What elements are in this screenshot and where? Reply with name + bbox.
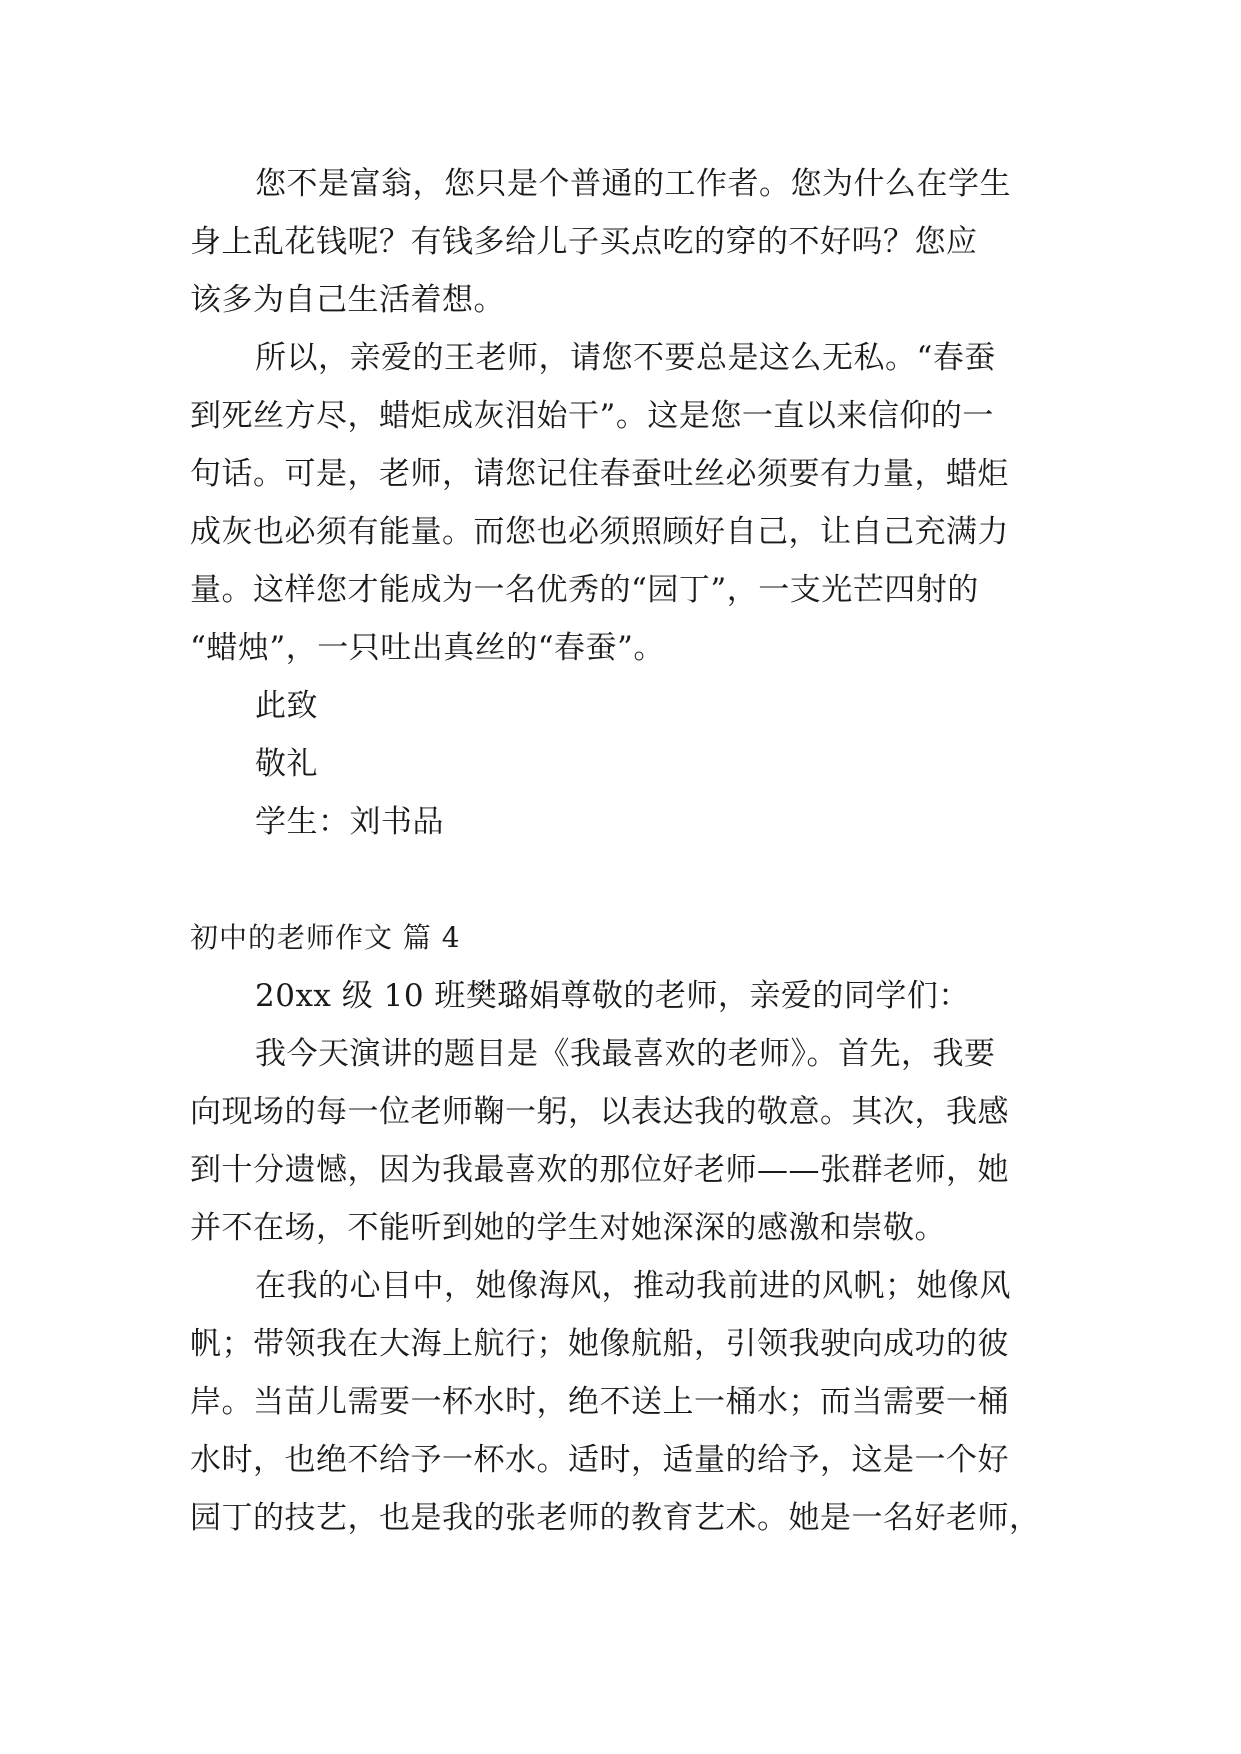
closing-line: 敬礼 [255, 746, 318, 782]
paragraph-line: 量。这样您才能成为一名优秀的“园丁”，一支光芒四射的 [190, 572, 979, 608]
paragraph-line: 到死丝方尽，蜡炬成灰泪始干”。这是您一直以来信仰的一 [190, 398, 994, 434]
signature: 学生：刘书品 [255, 804, 444, 840]
paragraph-line: 我今天演讲的题目是《我最喜欢的老师》。首先，我要 [255, 1036, 996, 1072]
paragraph-line: 并不在场，不能听到她的学生对她深深的感激和崇敬。 [190, 1210, 946, 1246]
paragraph-line: 到十分遗憾，因为我最喜欢的那位好老师——张群老师，她 [190, 1152, 1009, 1188]
paragraph-line: 句话。可是，老师，请您记住春蚕吐丝必须要有力量，蜡炬 [190, 456, 1009, 492]
paragraph-line: 帆；带领我在大海上航行；她像航船，引领我驶向成功的彼 [190, 1326, 1009, 1362]
paragraph-line: 所以，亲爱的王老师，请您不要总是这么无私。“春蚕 [255, 340, 996, 376]
paragraph-line: “蜡烛”，一只吐出真丝的“春蚕”。 [190, 630, 665, 666]
paragraph-line: 该多为自己生活着想。 [190, 282, 505, 318]
paragraph-line: 在我的心目中，她像海风，推动我前进的风帆；她像风 [255, 1268, 1011, 1304]
paragraph-line: 成灰也必须有能量。而您也必须照顾好自己，让自己充满力 [190, 514, 1009, 550]
paragraph-line: 岸。当苗儿需要一杯水时，绝不送上一桶水；而当需要一桶 [190, 1384, 1009, 1420]
paragraph-line: 您不是富翁，您只是个普通的工作者。您为什么在学生 [255, 166, 1011, 202]
paragraph-line: 20xx 级 10 班樊璐娟尊敬的老师，亲爱的同学们： [255, 978, 970, 1014]
section-heading: 初中的老师作文 篇 4 [190, 921, 461, 954]
paragraph-line: 身上乱花钱呢？有钱多给儿子买点吃的穿的不好吗？您应 [190, 224, 978, 260]
paragraph-line: 向现场的每一位老师鞠一躬，以表达我的敬意。其次，我感 [190, 1094, 1009, 1130]
paragraph-line: 水时，也绝不给予一杯水。适时，适量的给予，这是一个好 [190, 1442, 1009, 1478]
paragraph-line: 园丁的技艺，也是我的张老师的教育艺术。她是一名好老师， [190, 1500, 1041, 1536]
closing-line: 此致 [255, 688, 318, 724]
